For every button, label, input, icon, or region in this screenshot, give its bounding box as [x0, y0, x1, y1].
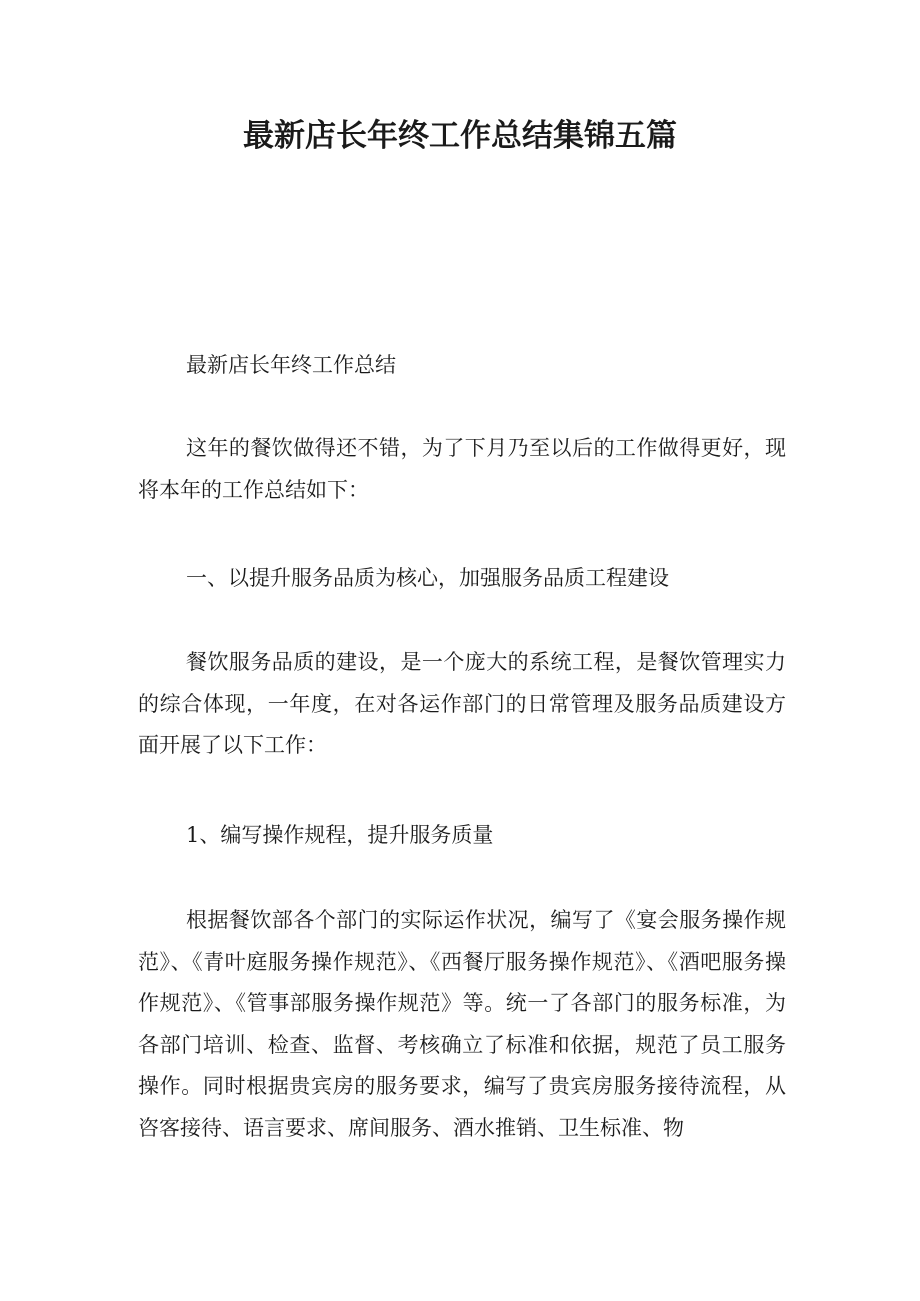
section-heading-summary: 最新店长年终工作总结 — [186, 353, 396, 377]
section-1-paragraph: 餐饮服务品质的建设，是一个庞大的系统工程，是餐饮管理实力的综合体现，一年度，在对各运作部门的日常管理及服务品质建设方面开展了以下工作： — [138, 650, 786, 758]
intro-paragraph: 这年的餐饮做得还不错，为了下月乃至以后的工作做得更好，现将本年的工作总结如下： — [138, 436, 786, 502]
section-heading-1: 一、以提升服务品质为核心，加强服务品质工程建设 — [186, 566, 669, 590]
subsection-heading-1: 1、编写操作规程，提升服务质量 — [186, 823, 494, 847]
subsection-1-paragraph: 根据餐饮部各个部门的实际运作状况，编写了《宴会服务操作规范》、《青叶庭服务操作规范》、《西餐厅服务操作规范》、《酒吧服务操作规范》、《管事部服务操作规范》等。统一了各部门的服务标准，为各部门培训、检查、监督、考核确立了标准和依据，规范了员工服务操作。同时根据贵宾房的服务要求，编写了贵宾房服务接待流程，从咨客接待、语言要求、席间服务、酒水推销、卫生标准、物 — [138, 908, 786, 1140]
document-title: 最新店长年终工作总结集锦五篇 — [243, 118, 677, 154]
